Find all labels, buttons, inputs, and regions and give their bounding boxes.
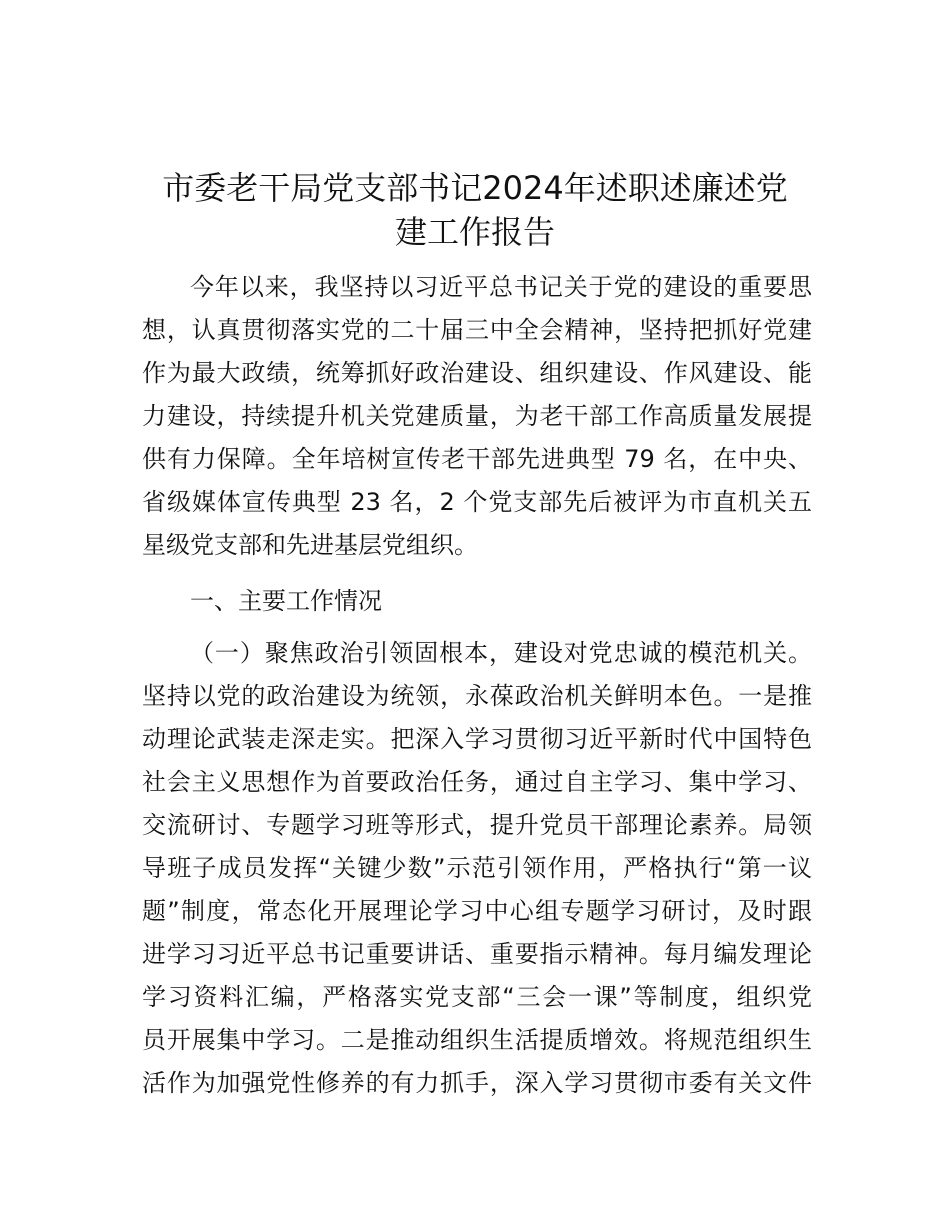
paragraph-2-line: 交流研讨、专题学习班等形式，提升党员干部理论素养。局领 (142, 811, 812, 839)
paragraph-2-line: 进学习习近平总书记重要讲话、重要指示精神。每月编发理论 (142, 940, 812, 968)
document-title-line-1: 市委老干局党支部书记2024年述职述廉述党 (162, 169, 788, 207)
paragraph-1-line: 力建设，持续提升机关党建质量，为老干部工作高质量发展提 (142, 402, 812, 430)
paragraph-2-line: 动理论武装走深走实。把深入学习贯彻习近平新时代中国特色 (142, 725, 812, 753)
paragraph-1-line: 作为最大政绩，统筹抓好政治建设、组织建设、作风建设、能 (142, 359, 812, 387)
section-heading: 一、主要工作情况 (190, 587, 382, 615)
paragraph-1-line: 今年以来，我坚持以习近平总书记关于党的建设的重要思 (190, 273, 812, 301)
paragraph-2-line: 导班子成员发挥“关键少数”示范引领作用，严格执行“第一议 (142, 854, 812, 882)
paragraph-2-line: 题”制度，常态化开展理论学习中心组专题学习研讨，及时跟 (142, 897, 812, 925)
paragraph-2-line: 活作为加强党性修养的有力抓手，深入学习贯彻市委有关文件 (142, 1069, 812, 1097)
paragraph-2-line: 社会主义思想作为首要政治任务，通过自主学习、集中学习、 (142, 768, 812, 796)
paragraph-2-line: 员开展集中学习。二是推动组织生活提质增效。将规范组织生 (142, 1026, 812, 1054)
paragraph-1-line: 想，认真贯彻落实党的二十届三中全会精神，坚持把抓好党建 (142, 316, 812, 344)
paragraph-1-line: 省级媒体宣传典型 23 名，2 个党支部先后被评为市直机关五 (142, 488, 812, 516)
paragraph-1-line: 供有力保障。全年培树宣传老干部先进典型 79 名，在中央、 (142, 445, 812, 473)
paragraph-2-line: （一）聚焦政治引领固根本，建设对党忠诚的模范机关。 (190, 639, 812, 667)
paragraph-1-line: 星级党支部和先进基层党组织。 (142, 531, 478, 559)
paragraph-2-line: 坚持以党的政治建设为统领，永葆政治机关鲜明本色。一是推 (142, 682, 812, 710)
document-title-line-2: 建工作报告 (394, 213, 555, 251)
paragraph-2-line: 学习资料汇编，严格落实党支部“三会一课”等制度，组织党 (142, 983, 812, 1011)
